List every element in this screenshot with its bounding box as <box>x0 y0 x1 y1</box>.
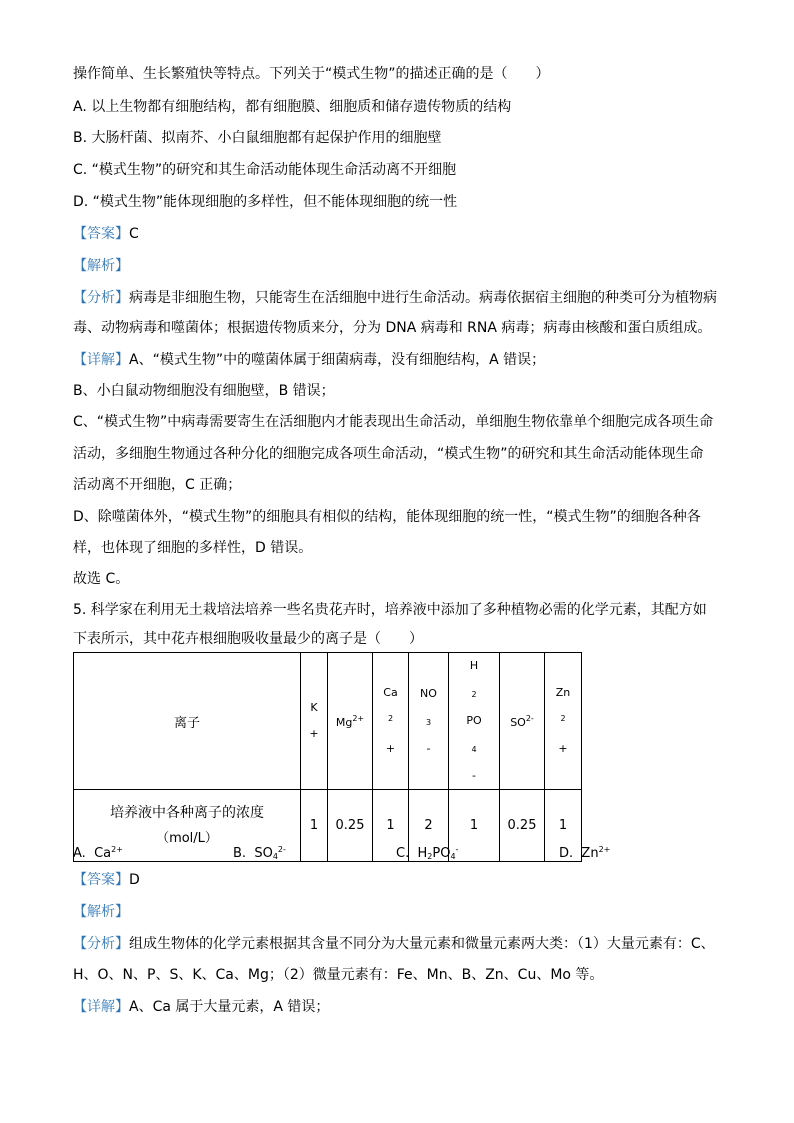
value-zn: 1 <box>545 790 582 862</box>
option-d: D. “模式生物”能体现细胞的多样性，但不能体现细胞的统一性 <box>73 194 458 210</box>
answer-value: C <box>129 226 139 242</box>
header-mg: $Mg^{2+}$ <box>328 653 373 790</box>
answer2-value: D <box>129 872 140 888</box>
value-ca: 1 <box>373 790 409 862</box>
question5-stem-1: 5. 科学家在利用无土栽培法培养一些名贵花卉时，培养液中添加了多种植物必需的化学元素，其配方如 <box>73 602 707 618</box>
question-stem: 操作简单、生长繁殖快等特点。下列关于“模式生物”的描述正确的是（ ） <box>73 66 550 82</box>
detail2-a: A、Ca 属于大量元素，A 错误； <box>129 999 330 1015</box>
analysis2-heading: 【解析】 <box>73 904 129 920</box>
analysis-text-2: 毒、动物病毒和噬菌体；根据遗传物质来分，分为 DNA 病毒和 RNA 病毒；病毒由核酸和蛋白质组成。 <box>73 320 712 336</box>
analysis-heading: 【解析】 <box>73 258 129 274</box>
analysis2-line <box>73 934 715 954</box>
detail-tag: 【详解】 <box>73 352 129 368</box>
detail-c-3: 活动离不开细胞，C 正确； <box>73 477 242 493</box>
detail-d-1: D、除噬菌体外，“模式生物”的细胞具有相似的结构，能体现细胞的统一性，“模式生物”的细胞各种各 <box>73 509 701 525</box>
answer2-line <box>73 870 140 890</box>
option-b: B. 大肠杆菌、拟南芥、小白鼠细胞都有起保护作用的细胞壁 <box>73 130 442 146</box>
q5-option-c: C. $H_2PO_4^-$ <box>396 845 459 861</box>
question5-stem-2: 下表所示，其中花卉根细胞吸收量最少的离子是（ ） <box>73 631 423 647</box>
analysis-line <box>73 288 717 308</box>
detail-d-2: 样，也体现了细胞的多样性，D 错误。 <box>73 540 313 556</box>
row-label-concentration: 培养液中各种离子的浓度 （mol/L） <box>74 790 301 862</box>
detail-line <box>73 350 545 370</box>
detail-a: A、“模式生物”中的噬菌体属于细菌病毒，没有细胞结构，A 错误； <box>129 352 546 368</box>
option-a: A. 以上生物都有细胞结构，都有细胞膜、细胞质和储存遗传物质的结构 <box>73 99 512 115</box>
analysis-tag: 【分析】 <box>73 290 129 306</box>
detail-c-2: 活动，多细胞生物通过各种分化的细胞完成各项生命活动，“模式生物”的研究和其生命活动能体现生命 <box>73 446 704 462</box>
detail-c-1: C、“模式生物”中病毒需要寄生在活细胞内才能表现出生命活动，单细胞生物依靠单个细胞完成各项生命 <box>73 414 714 430</box>
header-ca: Ca $^2$ + <box>373 653 409 790</box>
analysis2-text: 组成生物体的化学元素根据其含量不同分为大量元素和微量元素两大类：（1）大量元素有：C、 <box>129 936 715 952</box>
header-so4: $SO^{2-}$ <box>500 653 545 790</box>
value-mg: 0.25 <box>328 790 373 862</box>
detail2-line <box>73 997 329 1017</box>
analysis2-tag: 【分析】 <box>73 936 129 952</box>
detail2-tag: 【详解】 <box>73 999 129 1015</box>
detail-b: B、小白鼠动物细胞没有细胞壁，B 错误； <box>73 383 335 399</box>
q5-option-a: A. $Ca^{2+}$ <box>73 845 123 861</box>
value-no3: 2 <box>409 790 449 862</box>
option-c: C. “模式生物”的研究和其生命活动能体现生命活动离不开细胞 <box>73 162 457 178</box>
header-h2po4: H $_2$ PO $_4$ - <box>449 653 500 790</box>
analysis-text: 病毒是非细胞生物，只能寄生在活细胞中进行生命活动。病毒依据宿主细胞的种类可分为植物病 <box>129 290 717 306</box>
ion-header-row <box>74 653 582 790</box>
value-k: 1 <box>301 790 328 862</box>
header-zn: Zn $^2$ + <box>545 653 582 790</box>
q5-option-d: D. $Zn^{2+}$ <box>559 845 611 861</box>
header-no3: NO $_3$ - <box>409 653 449 790</box>
ion-value-row <box>74 790 582 862</box>
answer2-tag: 【答案】 <box>73 872 129 888</box>
q5-option-b: B. $SO_4^{2-}$ <box>233 845 286 861</box>
answer-line <box>73 224 139 244</box>
conclusion: 故选 C。 <box>73 571 130 587</box>
value-so4: 0.25 <box>500 790 545 862</box>
value-h2po4: 1 <box>449 790 500 862</box>
header-k: K + <box>301 653 328 790</box>
analysis2-text-2: H、O、N、P、S、K、Ca、Mg；（2）微量元素有：Fe、Mn、B、Zn、Cu、Mo 等。 <box>73 967 604 983</box>
answer-tag: 【答案】 <box>73 226 129 242</box>
ion-table <box>73 652 582 862</box>
row-label-ion: 离子 <box>74 653 301 790</box>
